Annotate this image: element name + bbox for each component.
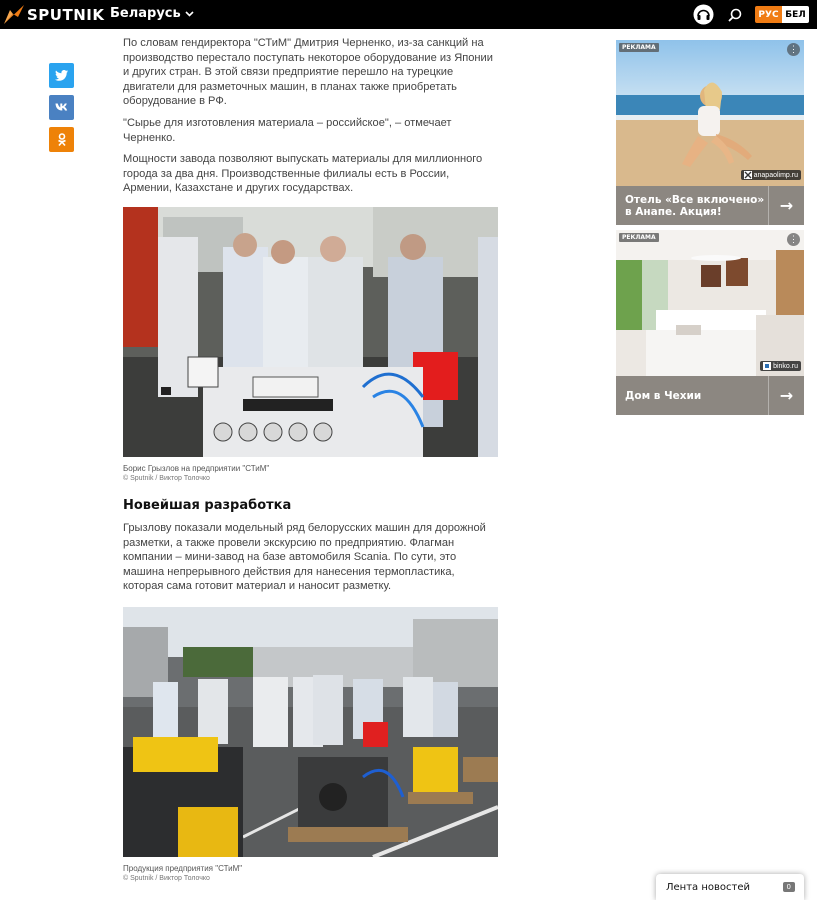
vk-icon: [55, 103, 69, 112]
search-button[interactable]: [724, 4, 745, 25]
chevron-down-icon: [185, 11, 194, 17]
top-navigation-bar: [0, 0, 817, 29]
sputnik-logo-icon: [4, 5, 24, 24]
odnoklassniki-icon: [57, 133, 67, 147]
ad-title-bar[interactable]: [616, 186, 804, 225]
region-selector[interactable]: [110, 6, 194, 21]
ad-house-czech[interactable]: [616, 230, 804, 415]
photo1-caption-text: Борис Грызлов на предприятии "СТиМ": [123, 464, 270, 473]
article-body: [123, 36, 498, 196]
news-feed-label: Лента новостей: [666, 881, 750, 893]
ad-title-line: в Анапе. Акция!: [625, 205, 722, 218]
news-feed-count-badge: 0: [783, 882, 795, 892]
headphones-icon: [693, 4, 714, 25]
lang-rus-button[interactable]: РУС: [755, 6, 782, 23]
article-paragraph: Мощности завода позволяют выпускать материалы для миллионного города за два дня. Производственные филиалы есть в России, Армении, Казахстане и других государствах.: [123, 153, 483, 195]
sputnik-logo[interactable]: [4, 4, 104, 25]
lang-bel-button[interactable]: БЕЛ: [782, 6, 809, 23]
ad-title-line: Отель «Все включено»: [625, 193, 765, 206]
photo2-credit: © Sputnik / Виктор Толочко: [123, 875, 210, 882]
ad-source-favicon-icon: [763, 362, 771, 370]
article-photo-gryzlov[interactable]: [123, 207, 498, 457]
article-paragraph: По словам гендиректора "СТиМ" Дмитрия Черненко, из-за санкций на производство перестало поступать некоторое оборудование из Японии и других стран. В этой связи предприятие перешло на турецкие двигатели для разметочных машин, в планах также приобретать оборудование в РФ.: [123, 37, 493, 108]
share-vk-button[interactable]: [49, 95, 74, 120]
ad-source-text: anapaolimp.ru: [753, 171, 798, 179]
radio-button[interactable]: [693, 4, 714, 25]
article-photo-products[interactable]: [123, 607, 498, 857]
photo-factory-visit: [123, 207, 498, 457]
language-switcher: [755, 6, 809, 23]
ad-title-line: Дом в Чехии: [625, 389, 702, 402]
ad-title-bar[interactable]: [616, 376, 804, 415]
photo1-credit: © Sputnik / Виктор Толочко: [123, 475, 210, 482]
search-icon: [728, 8, 742, 22]
article-paragraph: "Сырье для изготовления материала – российское", – отмечает Черненко.: [123, 116, 452, 144]
news-feed-widget[interactable]: [656, 874, 804, 900]
ad-menu-icon[interactable]: ⋮: [789, 44, 798, 54]
photo-road-marking-machines: [123, 607, 498, 857]
share-odnoklassniki-button[interactable]: [49, 127, 74, 152]
ad-beach-image: [616, 40, 804, 186]
twitter-icon: [55, 70, 68, 81]
article-paragraph: Грызлову показали модельный ряд белорусских машин для дорожной разметки, а также провели экскурсию по предприятию. Флагман компании – мини-завод на базе автомобиля Scania. По сути, это машина непрерывного действия для нанесения термопластика, которая сама готовит материал и наносит разметку.: [123, 522, 486, 593]
ad-hotel-anapa[interactable]: [616, 40, 804, 225]
logo-text: SPUTNIK: [27, 5, 105, 24]
share-twitter-button[interactable]: [49, 63, 74, 88]
ad-label: РЕКЛАМА: [619, 43, 659, 52]
arrow-right-icon[interactable]: →: [768, 186, 804, 225]
next-heading-cutoff: [123, 893, 423, 900]
ad-label: РЕКЛАМА: [619, 233, 659, 242]
photo2-caption: [123, 864, 242, 884]
ad-menu-icon[interactable]: ⋮: [789, 234, 798, 244]
arrow-right-icon[interactable]: →: [768, 376, 804, 415]
ad-source-favicon-icon: [744, 171, 752, 179]
ad-interior-image: [616, 230, 804, 376]
article-subheading: Новейшая разработка: [123, 498, 292, 513]
ad-source: [760, 361, 801, 371]
ad-source-text: binko.ru: [773, 362, 798, 370]
region-label: Беларусь: [110, 6, 181, 21]
ad-source: [741, 170, 801, 180]
photo2-caption-text: Продукция предприятия "СТиМ": [123, 864, 243, 873]
photo1-caption: [123, 464, 269, 484]
